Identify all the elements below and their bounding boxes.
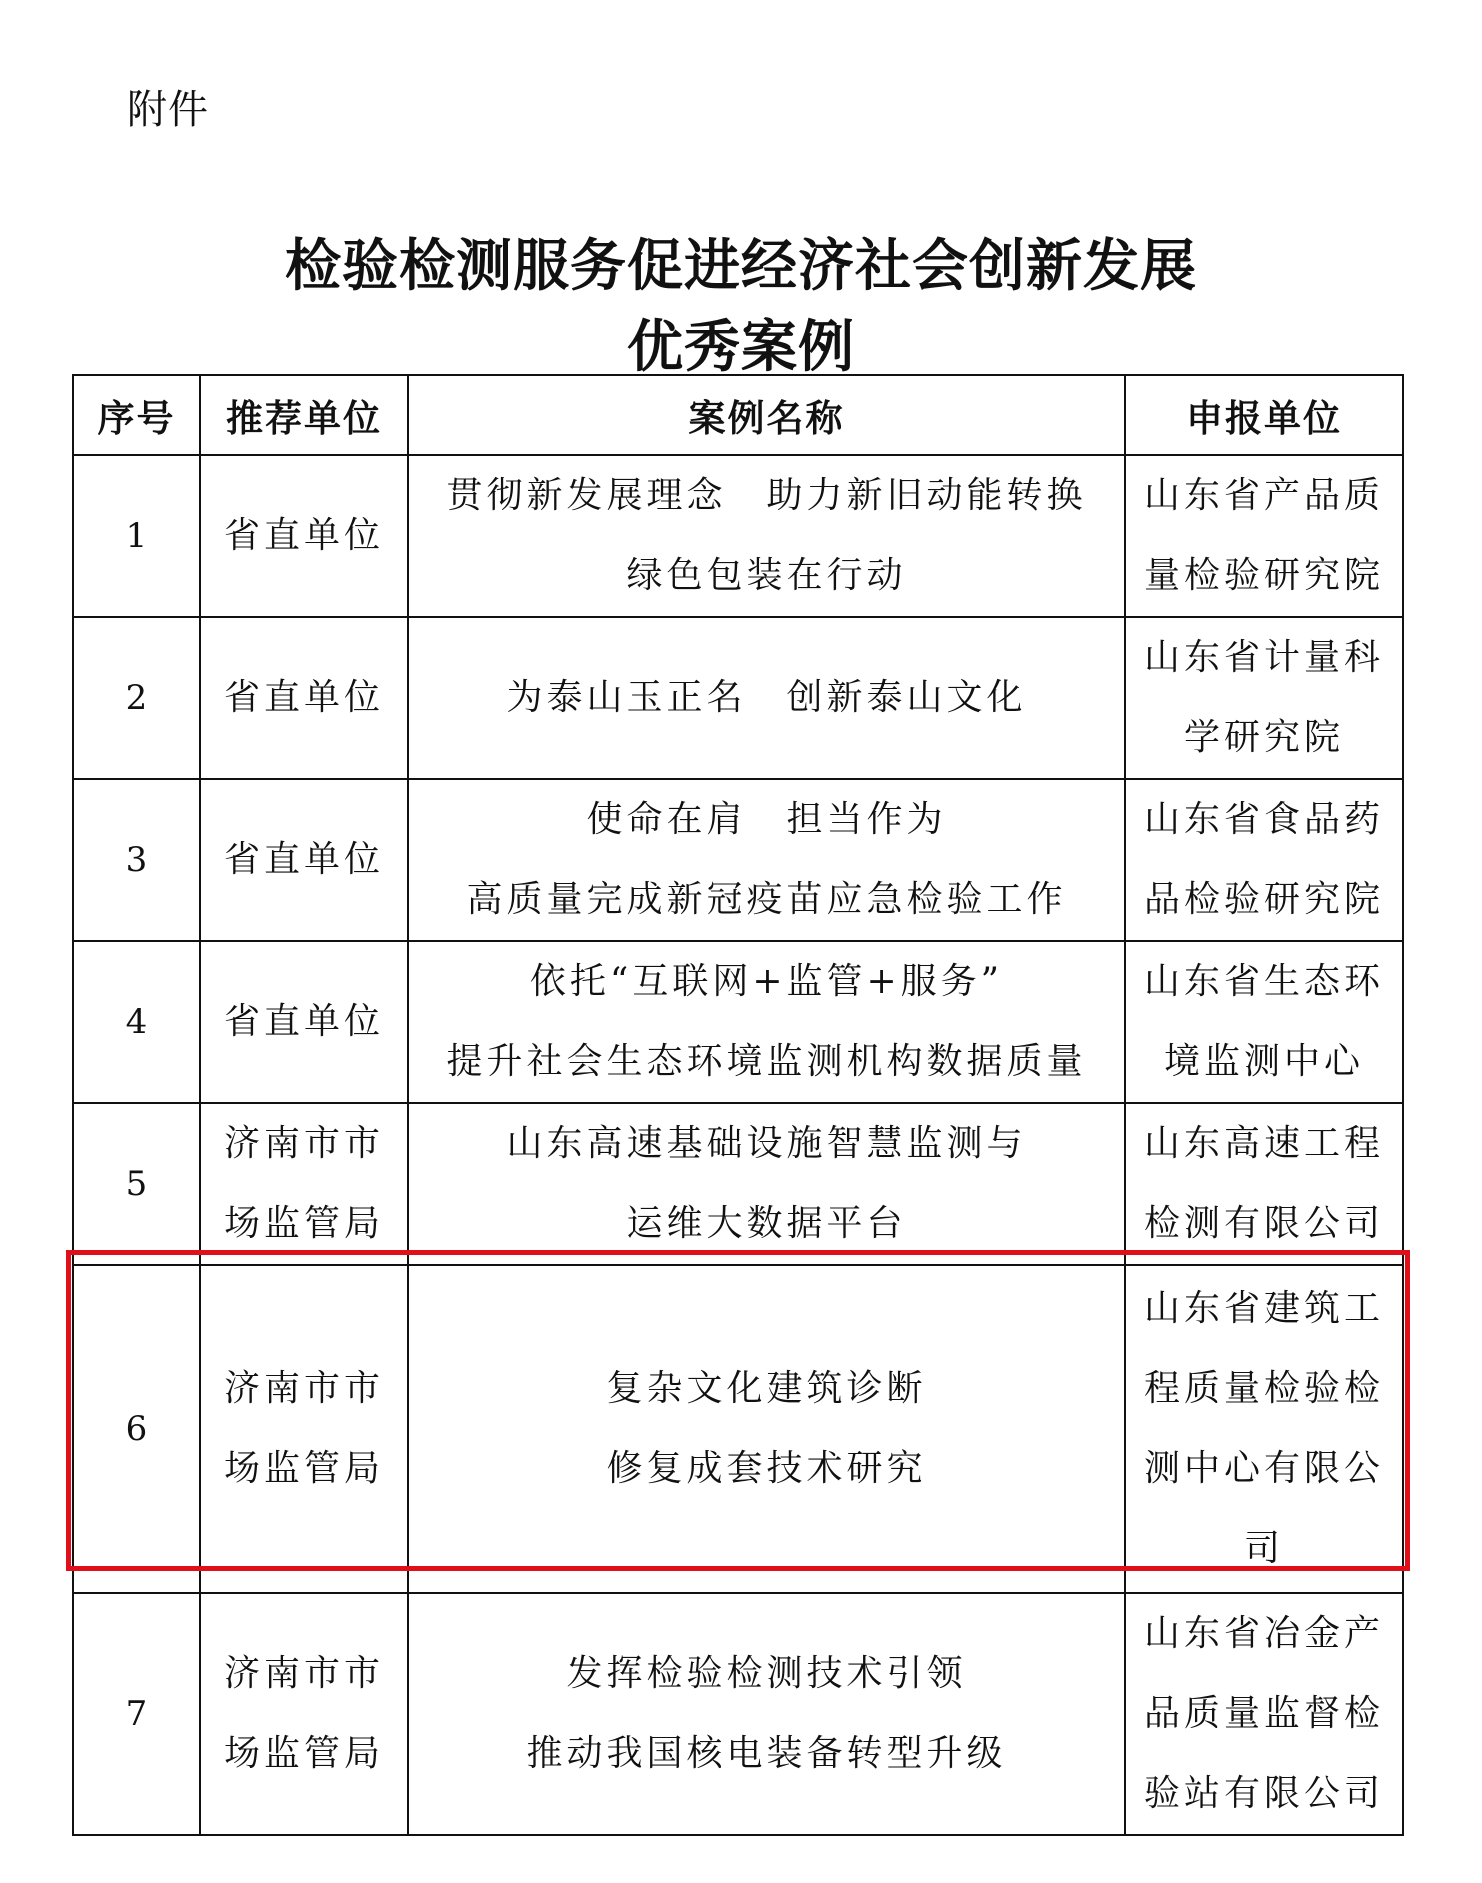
cases-table [72,374,1404,1836]
table-row [73,617,1403,779]
row-case-name [408,455,1125,617]
recommender-text: 济南市市场监管局 [223,1123,384,1244]
row-number: 2 [73,617,200,779]
row-case-name [408,1103,1125,1265]
table-row [73,1593,1403,1835]
header-number: 序号 [73,375,200,455]
table-row-highlighted [73,1265,1403,1593]
recommender-text: 省直单位 [223,839,384,880]
row-applicant [1125,455,1403,617]
case-name-line: 运维大数据平台 [626,1203,907,1244]
table-row [73,455,1403,617]
row-number: 6 [73,1265,200,1593]
case-name-line: 为泰山玉正名 创新泰山文化 [506,677,1027,718]
case-name-line: 使命在肩 担当作为 [586,799,947,840]
document-title-line2: 优秀案例 [627,315,855,380]
row-number: 1 [73,455,200,617]
row-applicant [1125,1265,1403,1593]
attachment-label: 附件 [127,87,209,133]
case-name-line: 贯彻新发展理念 助力新旧动能转换 [446,475,1087,516]
recommender-text: 省直单位 [223,677,384,718]
table-header-row [73,375,1403,455]
row-recommender [200,617,408,779]
row-applicant [1125,617,1403,779]
row-case-name [408,617,1125,779]
header-case-name: 案例名称 [408,375,1125,455]
case-name-line: 山东高速基础设施智慧监测与 [506,1123,1027,1164]
case-name-line: 复杂文化建筑诊断 [606,1368,927,1409]
row-applicant [1125,1103,1403,1265]
row-recommender [200,455,408,617]
case-name-line: 修复成套技术研究 [606,1448,927,1489]
case-name-line: 推动我国核电装备转型升级 [526,1733,1007,1774]
applicant-text: 山东省计量科学研究院 [1143,637,1384,758]
applicant-text: 山东省生态环境监测中心 [1143,961,1384,1082]
row-number: 4 [73,941,200,1103]
recommender-text: 省直单位 [223,515,384,556]
table-row [73,941,1403,1103]
recommender-text: 济南市市场监管局 [223,1368,384,1489]
recommender-text: 省直单位 [223,1001,384,1042]
row-case-name [408,1593,1125,1835]
applicant-text: 山东省产品质量检验研究院 [1143,475,1384,596]
table-row [73,779,1403,941]
case-name-line: 提升社会生态环境监测机构数据质量 [446,1041,1087,1082]
header-applicant: 申报单位 [1125,375,1403,455]
recommender-text: 济南市市场监管局 [223,1653,384,1774]
applicant-text: 山东省冶金产品质量监督检验站有限公司 [1143,1613,1384,1814]
row-recommender [200,941,408,1103]
case-name-line: 高质量完成新冠疫苗应急检验工作 [466,879,1067,920]
row-case-name [408,1265,1125,1593]
row-recommender [200,1265,408,1593]
row-case-name [408,941,1125,1103]
row-case-name [408,779,1125,941]
row-recommender [200,1103,408,1265]
row-recommender [200,779,408,941]
row-applicant [1125,779,1403,941]
document-title-line1: 检验检测服务促进经济社会创新发展 [285,234,1197,299]
table-row [73,1103,1403,1265]
row-number: 3 [73,779,200,941]
row-recommender [200,1593,408,1835]
row-number: 5 [73,1103,200,1265]
case-name-line: 绿色包装在行动 [626,555,907,596]
header-recommender: 推荐单位 [200,375,408,455]
case-name-line: 依托“互联网+监管+服务” [529,961,1004,1002]
applicant-text: 山东高速工程检测有限公司 [1143,1123,1384,1244]
applicant-text: 山东省食品药品检验研究院 [1143,799,1384,920]
case-name-line: 发挥检验检测技术引领 [566,1653,967,1694]
row-applicant [1125,1593,1403,1835]
row-applicant [1125,941,1403,1103]
row-number: 7 [73,1593,200,1835]
applicant-text: 山东省建筑工程质量检验检测中心有限公司 [1143,1288,1384,1569]
